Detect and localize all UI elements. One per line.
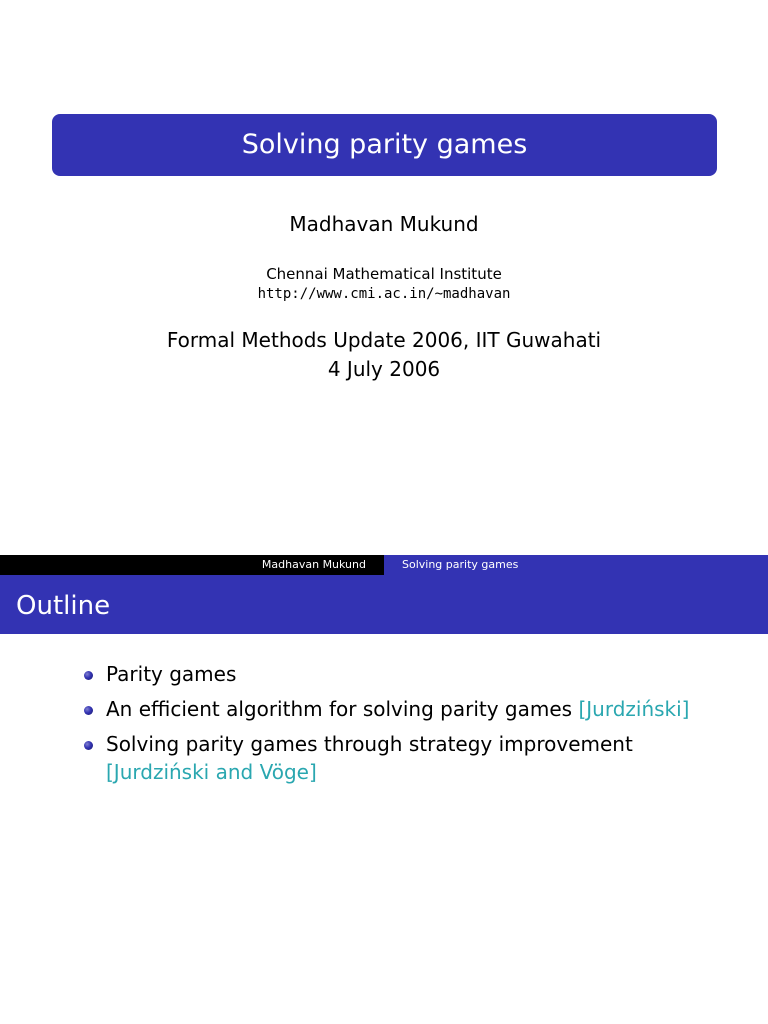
author-url[interactable]: http://www.cmi.ac.in/~madhavan [257, 286, 511, 302]
outline-list [82, 660, 742, 793]
header-navbar [0, 555, 768, 575]
list-item [82, 730, 742, 786]
item-text: An efficient algorithm for solving parity games [106, 697, 579, 721]
item-text: Solving parity games through strategy improvement [106, 732, 633, 756]
title-box [52, 114, 717, 176]
item-citation: [Jurdziński and Vöge] [106, 760, 317, 784]
bullet-icon [84, 671, 93, 680]
author-name: Madhavan Mukund [289, 212, 479, 236]
frame-title: Outline [0, 575, 768, 634]
list-item [82, 695, 742, 723]
bullet-icon [84, 706, 93, 715]
item-text: Parity games [106, 662, 237, 686]
event-name: Formal Methods Update 2006, IIT Guwahati [166, 328, 602, 352]
item-citation: [Jurdziński] [578, 697, 690, 721]
presentation-title: Solving parity games [241, 129, 528, 160]
bullet-icon [84, 741, 93, 750]
list-item [82, 660, 742, 688]
header-title: Solving parity games [384, 555, 768, 575]
institute-name: Chennai Mathematical Institute [266, 265, 502, 283]
event-date: 4 July 2006 [327, 357, 441, 381]
header-author: Madhavan Mukund [0, 555, 384, 575]
